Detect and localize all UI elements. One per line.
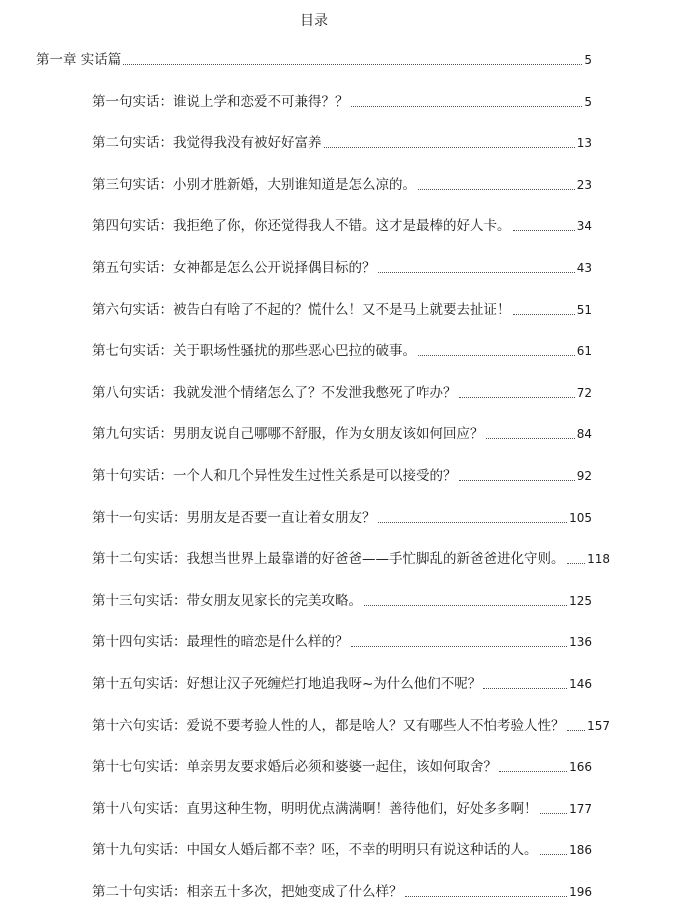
toc-page-number: 105 xyxy=(569,511,592,525)
toc-page-number: 177 xyxy=(569,802,592,816)
toc-page-number: 84 xyxy=(576,427,592,441)
toc-page-number: 166 xyxy=(569,760,592,774)
dot-leader xyxy=(418,355,575,356)
toc-label: 第五句实话：女神都是怎么公开说择偶目标的？ xyxy=(92,260,376,276)
toc-entry[interactable] xyxy=(92,92,592,112)
toc-page-number: 146 xyxy=(569,677,592,691)
toc-entry[interactable] xyxy=(92,882,592,902)
toc-label: 第十四句实话：最理性的暗恋是什么样的？ xyxy=(92,634,349,650)
dot-leader xyxy=(418,189,575,190)
dot-leader xyxy=(324,147,575,148)
toc-page-number: 5 xyxy=(584,95,592,109)
toc-page-number: 61 xyxy=(576,344,592,358)
dot-leader xyxy=(123,64,582,65)
toc-entry[interactable] xyxy=(92,632,592,652)
toc-label: 第二句实话：我觉得我没有被好好富养 xyxy=(92,135,322,151)
toc-page-number: 92 xyxy=(576,469,592,483)
toc-entry[interactable] xyxy=(92,341,592,361)
toc-page-number: 13 xyxy=(576,136,592,150)
toc-page-number: 51 xyxy=(576,303,592,317)
dot-leader xyxy=(378,522,568,523)
dot-leader xyxy=(459,397,575,398)
toc-entry[interactable] xyxy=(92,799,592,819)
toc-label: 第二十句实话：相亲五十多次，把她变成了什么样？ xyxy=(92,884,403,900)
dot-leader xyxy=(351,646,568,647)
dot-leader xyxy=(405,896,568,897)
toc-entry[interactable] xyxy=(92,383,592,403)
toc-label: 第十七句实话：单亲男友要求婚后必须和婆婆一起住，该如何取舍？ xyxy=(92,759,497,775)
toc-label: 第十句实话：一个人和几个异性发生过性关系是可以接受的？ xyxy=(92,468,457,484)
page-title: 目录 xyxy=(300,13,328,29)
toc-label: 第一章 实话篇 xyxy=(36,52,122,68)
toc-page-number: 196 xyxy=(569,885,592,899)
toc-label: 第一句实话：谁说上学和恋爱不可兼得？？ xyxy=(92,94,349,110)
toc-entry[interactable] xyxy=(92,674,592,694)
toc-label: 第十三句实话：带女朋友见家长的完美攻略。 xyxy=(92,593,362,609)
dot-leader xyxy=(567,730,586,731)
toc-label: 第十八句实话：直男这种生物，明明优点满满啊！善待他们，好处多多啊！ xyxy=(92,801,538,817)
toc-entry[interactable] xyxy=(92,508,592,528)
toc-page-number: 118 xyxy=(587,552,610,566)
toc-page-number: 34 xyxy=(576,219,592,233)
toc-entry[interactable] xyxy=(92,300,592,320)
dot-leader xyxy=(540,854,568,855)
toc-page-number: 5 xyxy=(584,53,592,67)
dot-leader xyxy=(364,605,567,606)
toc-label: 第十一句实话：男朋友是否要一直让着女朋友？ xyxy=(92,510,376,526)
dot-leader xyxy=(483,688,567,689)
toc-chapter[interactable] xyxy=(36,50,592,70)
dot-leader xyxy=(567,563,586,564)
toc-label: 第九句实话：男朋友说自己哪哪不舒服，作为女朋友该如何回应？ xyxy=(92,426,484,442)
dot-leader xyxy=(513,314,575,315)
toc-entry[interactable] xyxy=(92,716,610,736)
toc-label: 第十五句实话：好想让汉子死缠烂打地追我呀~为什么他们不呢？ xyxy=(92,676,482,692)
toc-page-number: 23 xyxy=(576,178,592,192)
toc-entry[interactable] xyxy=(92,424,592,444)
toc-entry[interactable] xyxy=(92,757,592,777)
toc-label: 第八句实话：我就发泄个情绪怎么了？不发泄我憋死了咋办？ xyxy=(92,385,457,401)
dot-leader xyxy=(378,272,575,273)
toc-entry[interactable] xyxy=(92,175,592,195)
toc-label: 第十二句实话：我想当世界上最靠谱的好爸爸——手忙脚乱的新爸爸进化守则。 xyxy=(92,551,565,567)
toc-entry[interactable] xyxy=(92,591,592,611)
dot-leader xyxy=(540,813,568,814)
toc-entry[interactable] xyxy=(92,466,592,486)
toc-page-number: 43 xyxy=(576,261,592,275)
dot-leader xyxy=(486,438,575,439)
toc-entry[interactable] xyxy=(92,549,610,569)
toc-page-number: 157 xyxy=(587,719,610,733)
toc-entry[interactable] xyxy=(92,840,592,860)
toc-label: 第十九句实话：中国女人婚后都不幸？呸，不幸的明明只有说这种话的人。 xyxy=(92,842,538,858)
toc-label: 第六句实话：被告白有啥了不起的？慌什么！又不是马上就要去扯证！ xyxy=(92,302,511,318)
toc-page-number: 186 xyxy=(569,843,592,857)
toc-label: 第七句实话：关于职场性骚扰的那些恶心巴拉的破事。 xyxy=(92,343,416,359)
dot-leader xyxy=(351,106,583,107)
toc-label: 第四句实话：我拒绝了你，你还觉得我人不错。这才是最棒的好人卡。 xyxy=(92,218,511,234)
toc-label: 第十六句实话：爱说不要考验人性的人，都是啥人？又有哪些人不怕考验人性？ xyxy=(92,718,565,734)
toc-page-number: 72 xyxy=(576,386,592,400)
dot-leader xyxy=(459,480,575,481)
toc-label: 第三句实话：小别才胜新婚，大别谁知道是怎么凉的。 xyxy=(92,177,416,193)
toc-entry[interactable] xyxy=(92,258,592,278)
dot-leader xyxy=(513,230,575,231)
toc-entry[interactable] xyxy=(92,216,592,236)
dot-leader xyxy=(499,771,567,772)
toc-entry[interactable] xyxy=(92,133,592,153)
toc-page-number: 125 xyxy=(569,594,592,608)
toc-page-number: 136 xyxy=(569,635,592,649)
